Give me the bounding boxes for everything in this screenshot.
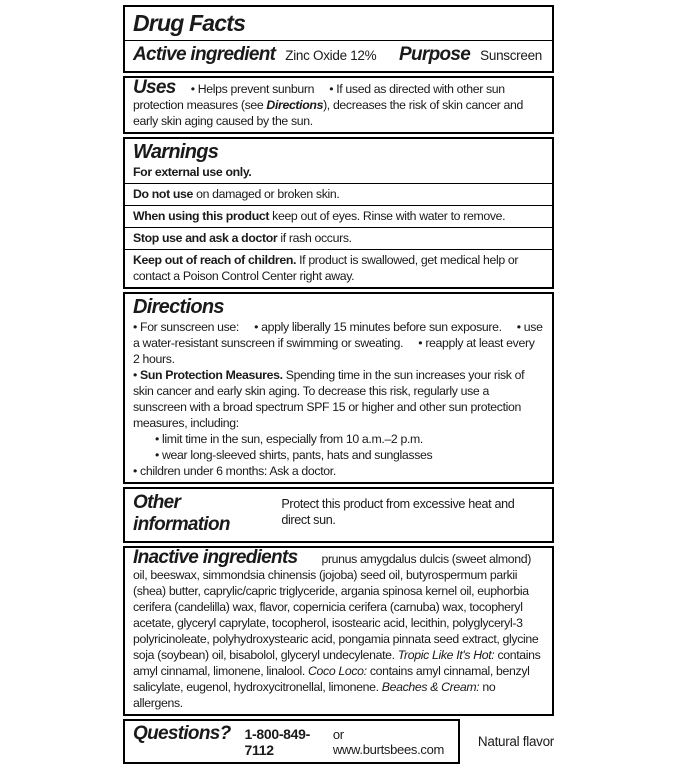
variant-beaches-and-cream: Beaches & Cream: <box>381 680 480 694</box>
variant-tropic-like-its-hot: Tropic Like It's Hot: <box>397 648 495 662</box>
questions-website: or www.burtsbees.com <box>332 727 445 757</box>
directions-bullet-2: • apply liberally 15 minutes before sun exposure. <box>254 320 502 334</box>
variant-tropic-allergens: contains amyl cinnamal, limonene, linalool. <box>133 648 541 678</box>
sun-protection-lead: Sun Protection Measures. <box>140 368 283 382</box>
inactive-ingredients-heading: Inactive ingredients <box>133 547 298 568</box>
purpose-heading: Purpose <box>399 44 471 65</box>
warning-text: on damaged or broken skin. <box>193 187 340 201</box>
variant-coco-loco: Coco Loco: <box>308 664 367 678</box>
section-other-information <box>123 487 554 543</box>
warning-lead: Keep out of reach of children. <box>133 253 297 267</box>
uses-directions-ref: Directions <box>266 98 324 112</box>
directions-heading: Directions <box>133 296 224 318</box>
section-uses <box>123 76 554 134</box>
variant-coco-allergens: contains amyl cinnamal, benzyl salicylate, eugenol, hydroxycitronellal, limonene. <box>133 664 530 694</box>
natural-flavor-text: Natural flavor <box>477 734 555 749</box>
active-ingredient-heading: Active ingredient <box>133 44 276 65</box>
directions-bullet-1: • For sunscreen use: <box>133 320 239 334</box>
warning-lead: Stop use and ask a doctor <box>133 231 278 245</box>
directions-sun-protection <box>133 367 544 431</box>
uses-bullet-2-pre: If used as directed with other sun protection measures (see <box>133 82 505 112</box>
purpose-value: Sunscreen <box>480 48 542 63</box>
uses-bullet-1: • Helps prevent sunburn <box>191 82 314 96</box>
active-ingredient-row <box>125 41 552 71</box>
warning-text: if rash occurs. <box>277 231 352 245</box>
warning-text: keep out of eyes. Rinse with water to remove. <box>269 209 506 223</box>
warnings-heading: Warnings <box>133 141 219 163</box>
other-information-text: Protect this product from excessive heat and direct sun. <box>281 497 515 527</box>
drug-facts-label <box>123 5 554 764</box>
warning-text: If product is swallowed, get medical help or contact a Poison Control Center right away. <box>133 253 519 283</box>
section-warnings <box>123 137 554 289</box>
sub-bullet-wear-clothing: • wear long-sleeved shirts, pants, hats and sunglasses <box>155 447 544 463</box>
sun-protection-text: Spending time in the sun increases your risk of skin cancer and early skin aging. To decrease this risk, regularly use a sunscreen with a broad spectrum SPF 15 or higher and other sun protection measures, including: <box>133 368 525 430</box>
warnings-external-use: For external use only. <box>133 165 252 179</box>
drug-facts-title: Drug Facts <box>133 10 246 36</box>
section-directions <box>123 292 554 484</box>
section-header <box>123 5 554 73</box>
directions-bullet-3: • use a water-resistant sunscreen if swimming or sweating. <box>133 320 543 350</box>
warning-row-keep-out-of-reach <box>125 249 552 287</box>
warning-lead: When using this product <box>133 209 270 223</box>
active-ingredient-value: Zinc Oxide 12% <box>285 48 377 63</box>
warning-lead: Do not use <box>133 187 194 201</box>
uses-heading: Uses <box>133 77 176 98</box>
section-inactive-ingredients <box>123 546 554 716</box>
directions-children-bullet: • children under 6 months: Ask a doctor. <box>133 463 544 479</box>
other-information-heading: Other information <box>133 492 230 535</box>
section-questions <box>123 719 460 764</box>
uses-paragraph <box>125 78 552 132</box>
inactive-ingredients-paragraph <box>125 548 552 714</box>
questions-phone-number: 1-800-849-7112 <box>244 726 311 758</box>
warning-row-do-not-use <box>125 183 552 205</box>
uses-bullet-2-post: ), decreases the risk of skin cancer and early skin aging caused by the sun. <box>133 98 523 128</box>
questions-heading: Questions? <box>133 723 231 744</box>
directions-inline-bullets <box>133 319 544 367</box>
directions-sub-bullets <box>133 431 544 463</box>
bottom-row <box>123 719 554 764</box>
warning-row-stop-use <box>125 227 552 249</box>
warning-row-when-using <box>125 205 552 227</box>
sub-bullet-limit-time: • limit time in the sun, especially from 10 a.m.–2 p.m. <box>155 431 544 447</box>
variant-beaches-allergens: no allergens. <box>133 680 496 710</box>
inactive-ingredients-list: prunus amygdalus dulcis (sweet almond) oil, beeswax, simmondsia chinensis (jojoba) seed oil, butyrospermum parkii (shea) butter, caprylic/capric triglyceride, argania spinosa kernel oil, euphorbia cerifera (candelilla) wax, flavor, copernicia cerifera (carnuba) wax, tocopheryl acetate, glyceryl caprylate, tocopherol, isostearic acid, lecithin, polyglyceryl-3 polyricinoleate, polyhydroxystearic acid, pongamia pinnata seed extract, glycine soja (soybean) oil, bisabolol, glyceryl undecylenate. <box>133 552 539 662</box>
directions-bullet-4: • reapply at least every 2 hours. <box>133 336 535 366</box>
